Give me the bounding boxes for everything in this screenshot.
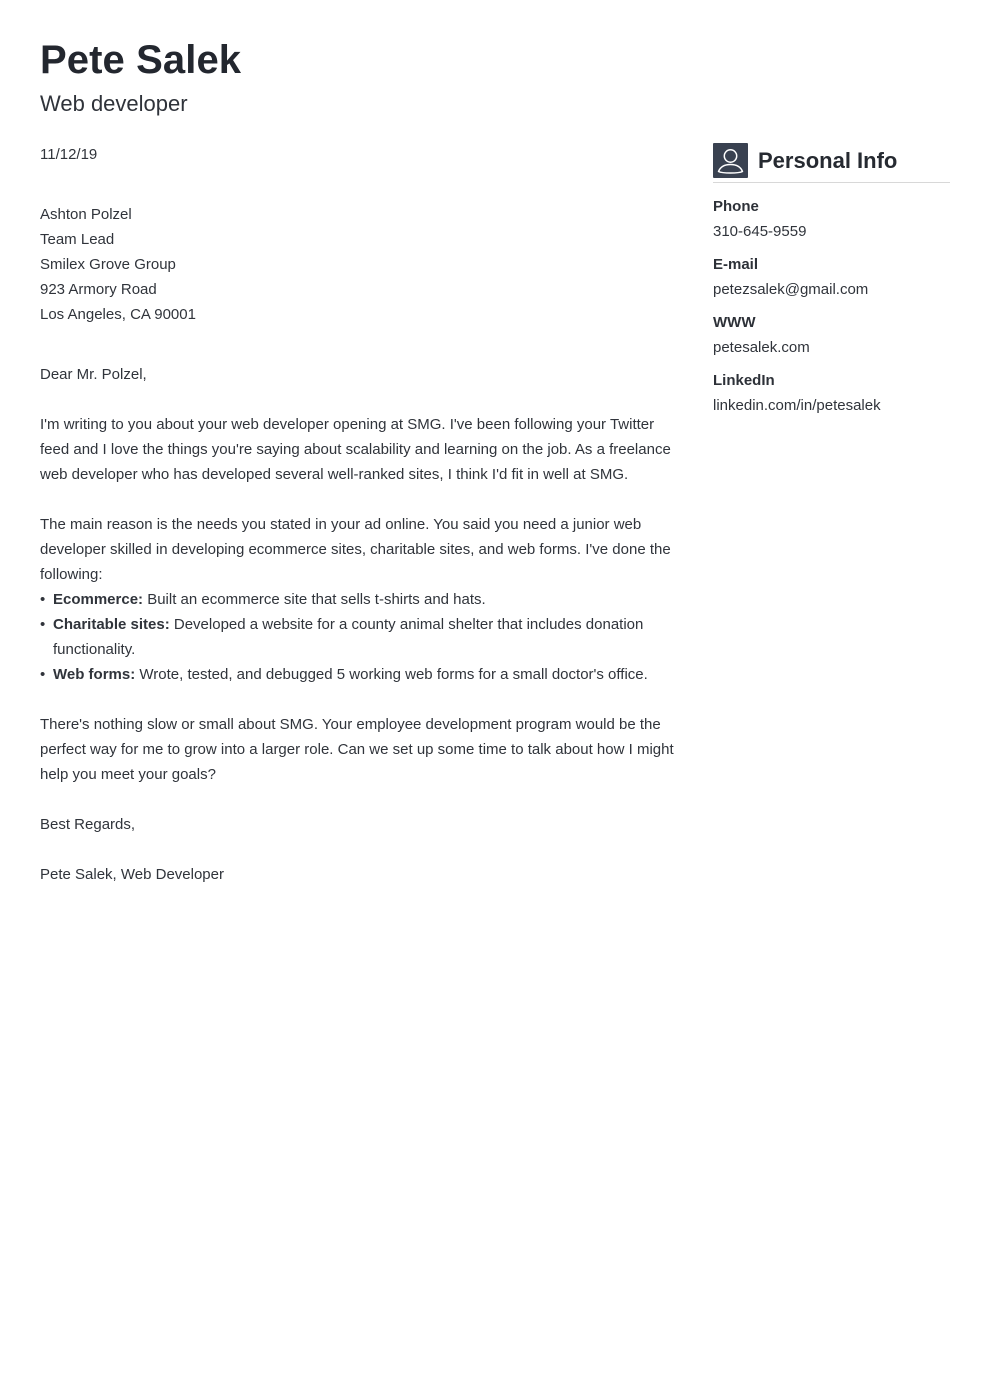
- letter-body: [40, 142, 680, 887]
- paragraph-needs: [40, 512, 680, 687]
- recipient-city: Los Angeles, CA 90001: [40, 306, 196, 323]
- bullet-item-web-forms: [40, 662, 680, 687]
- recipient-role: Team Lead: [40, 231, 115, 248]
- phone-value: 310-645-9559: [713, 223, 807, 240]
- contact-item-linkedin: [713, 368, 950, 418]
- bullet-label: Charitable sites:: [53, 616, 170, 633]
- bullet-label: Web forms:: [53, 666, 136, 683]
- recipient-street: 923 Armory Road: [40, 281, 157, 298]
- personal-info-title: Personal Info: [758, 148, 898, 173]
- contact-item-website: [713, 310, 950, 360]
- applicant-title: Web developer: [40, 91, 188, 116]
- contact-label: WWW: [713, 314, 756, 331]
- email-value: petezsalek@gmail.com: [713, 281, 869, 298]
- applicant-name: Pete Salek: [40, 38, 242, 82]
- closing-phrase: Best Regards,: [40, 816, 136, 833]
- paragraph-needs-text: The main reason is the needs you stated in your ad online. You said you need a junior web developer skilled in developing ecommerce sites, charitable sites, and web forms. I've done the following:: [40, 516, 671, 583]
- letter-header: [40, 36, 940, 118]
- contact-label: Phone: [713, 198, 759, 215]
- personal-info-sidebar: [713, 143, 950, 426]
- bullet-icon: •: [40, 591, 46, 608]
- personal-info-heading: [713, 143, 950, 183]
- contact-label: E-mail: [713, 256, 759, 273]
- website-value: petesalek.com: [713, 339, 810, 356]
- paragraph-intro: I'm writing to you about your web developer opening at SMG. I've been following your Twitter feed and I love the things you're saying about scalability and learning on the job. As a freelance web developer who has developed several well-ranked sites, I think I'd fit in well at SMG.: [40, 416, 671, 483]
- paragraph-closing: There's nothing slow or small about SMG. Your employee development program would be the perfect way for me to grow into a larger role. Can we set up some time to talk about how I might help you meet your goals?: [40, 716, 674, 783]
- bullet-text: Wrote, tested, and debugged 5 working web forms for a small doctor's office.: [135, 666, 648, 683]
- recipient-address: [40, 202, 680, 327]
- bullet-item-ecommerce: [40, 587, 680, 612]
- linkedin-value: linkedin.com/in/petesalek: [713, 397, 881, 414]
- recipient-company: Smilex Grove Group: [40, 256, 176, 273]
- contact-item-phone: [713, 194, 950, 244]
- signature: Pete Salek, Web Developer: [40, 866, 224, 883]
- salutation: Dear Mr. Polzel,: [40, 366, 147, 383]
- person-icon: [713, 143, 748, 178]
- bullet-text: Built an ecommerce site that sells t-shirts and hats.: [143, 591, 486, 608]
- skills-bullet-list: [40, 587, 680, 687]
- contact-label: LinkedIn: [713, 372, 775, 389]
- bullet-text: Developed a website for a county animal shelter that includes donation functionality.: [53, 616, 644, 658]
- bullet-icon: •: [40, 616, 46, 633]
- recipient-name: Ashton Polzel: [40, 206, 132, 223]
- bullet-item-charitable-sites: [40, 612, 680, 662]
- contact-item-email: [713, 252, 950, 302]
- bullet-icon: •: [40, 666, 46, 683]
- bullet-label: Ecommerce:: [53, 591, 144, 608]
- letter-date: 11/12/19: [40, 146, 98, 163]
- contact-list: [713, 183, 950, 418]
